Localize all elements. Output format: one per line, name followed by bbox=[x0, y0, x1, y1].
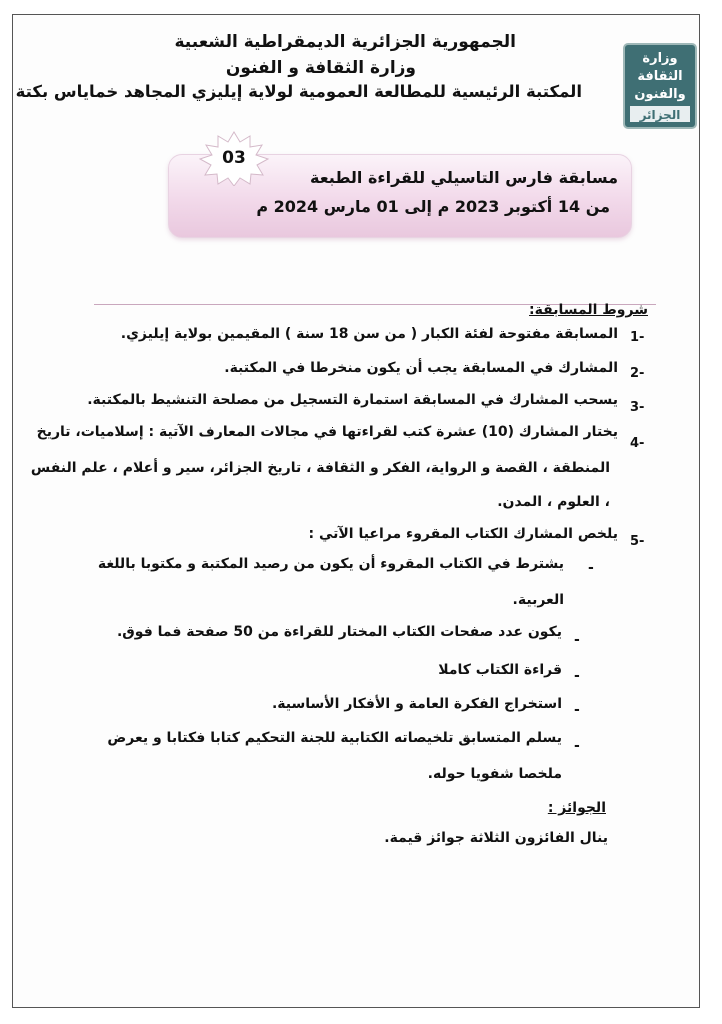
item-number: 2- bbox=[630, 366, 645, 381]
banner-dates: من 14 أكتوبر 2023 م إلى 01 مارس 2024 م bbox=[256, 197, 610, 216]
condition-item: المشارك في المسابقة يجب أن يكون منخرطا في المكتبة. bbox=[224, 360, 618, 376]
subitem-line: قراءة الكتاب كاملا bbox=[438, 662, 562, 678]
logo-text-4: الجزائر bbox=[639, 108, 681, 122]
logo-text-1: وزارة bbox=[642, 51, 678, 66]
condition-item: يسحب المشارك في المسابقة استمارة التسجيل من مصلحة التنشيط بالمكتبة. bbox=[87, 392, 618, 408]
subitem-line: استخراج الفكرة العامة و الأفكار الأساسية. bbox=[271, 696, 562, 712]
subitem-dash: - bbox=[588, 560, 594, 576]
header-republic: الجمهورية الجزائرية الديمقراطية الشعبية bbox=[174, 32, 516, 52]
logo-text-3: والفنون bbox=[634, 87, 686, 102]
condition-item: المسابقة مفتوحة لفئة الكبار ( من سن 18 سنة ) المقيمين بولاية إيليزي. bbox=[120, 326, 618, 342]
condition-item: يلخص المشارك الكتاب المقروء مراعيا الآتي : bbox=[308, 526, 618, 542]
condition-item-line: يختار المشارك (10) عشرة كتب لقراءتها في مجالات المعارف الآتية : إسلاميات، تاريخ bbox=[36, 424, 618, 440]
banner-title: مسابقة فارس التاسيلي للقراءة الطبعة bbox=[310, 168, 618, 187]
prizes-text: ينال الفائزون الثلاثة جوائز قيمة. bbox=[384, 830, 608, 846]
edition-badge bbox=[198, 130, 270, 186]
conditions-title: شروط المسابقة: bbox=[529, 302, 648, 318]
prizes-title: الجوائز : bbox=[547, 800, 606, 816]
edition-number: 03 bbox=[222, 148, 246, 168]
item-number: 1- bbox=[630, 330, 645, 345]
header-ministry: وزارة الثقافة و الفنون bbox=[225, 58, 416, 78]
subitem-line: العربية. bbox=[512, 592, 564, 608]
subitem-line: يسلم المتسابق تلخيصاته الكتابية للجنة التحكيم كتابا فكتابا و يعرض bbox=[107, 730, 562, 746]
logo-text-2: الثقافة bbox=[637, 69, 683, 84]
item-number: 3- bbox=[630, 400, 645, 415]
header-library: المكتبة الرئيسية للمطالعة العمومية لولاية إيليزي المجاهد خماياس بكتة bbox=[15, 82, 582, 101]
ministry-logo bbox=[622, 42, 698, 130]
subitem-line: ملخصا شفويا حوله. bbox=[427, 766, 562, 782]
item-number: 5- bbox=[630, 534, 645, 549]
subitem-dash: - bbox=[574, 668, 580, 684]
subitem-dash: - bbox=[574, 632, 580, 648]
item-number: 4- bbox=[630, 436, 645, 451]
subitem-line: يشترط في الكتاب المقروء أن يكون من رصيد المكتبة و مكتوبا باللغة bbox=[97, 556, 564, 572]
subitem-dash: - bbox=[574, 738, 580, 754]
condition-item-line: ، العلوم ، المدن. bbox=[497, 494, 610, 510]
subitem-line: يكون عدد صفحات الكتاب المختار للقراءة من 50 صفحة فما فوق. bbox=[116, 624, 562, 640]
subitem-dash: - bbox=[574, 702, 580, 718]
condition-item-line: المنطقة ، القصة و الرواية، الفكر و الثقافة ، تاريخ الجزائر، سير و أعلام ، علم النفس bbox=[30, 460, 610, 476]
